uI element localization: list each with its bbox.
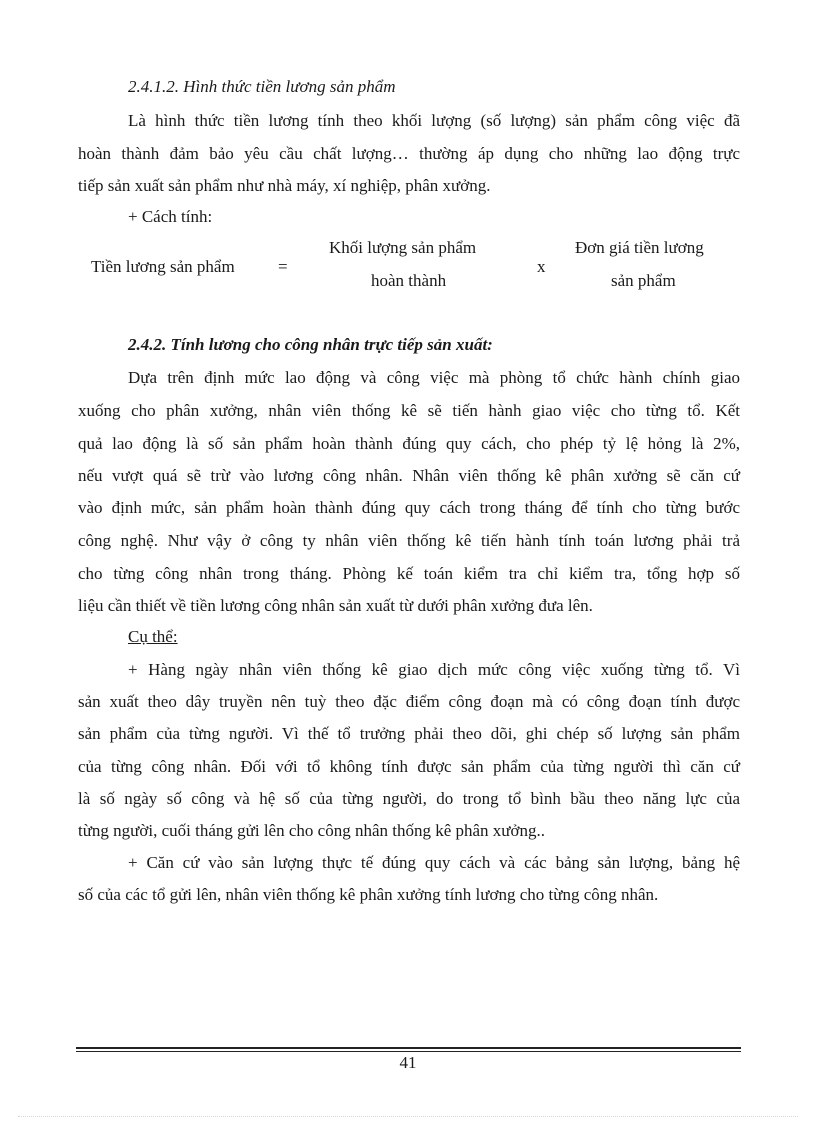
page-number: 41 — [399, 1053, 417, 1072]
section-2-4-1-2-title: 2.4.1.2. Hình thức tiền lương sản phẩm — [128, 77, 396, 96]
bullet-line: của từng công nhân. Đối với tổ không tính được sản phẩm của từng người thì căn cứ — [78, 757, 740, 776]
paragraph-line: cho từng công nhân trong tháng. Phòng kế toán kiểm tra chỉ kiểm tra, tổng hợp số — [78, 564, 740, 583]
paragraph-line: liệu cần thiết về tiền lương công nhân sản xuất từ dưới phân xưởng đưa lên. — [78, 596, 593, 615]
paragraph-line: vào định mức, sản phẩm hoàn thành đúng quy cách trong tháng để tính cho từng bước — [78, 498, 740, 517]
paragraph-line: tiếp sản xuất sản phẩm như nhà máy, xí nghiệp, phân xưởng. — [78, 176, 491, 195]
bullet-line: số của các tổ gửi lên, nhân viên thống kê phân xưởng tính lương cho từng công nhân. — [78, 885, 659, 904]
page-bottom-dotted-edge — [18, 1116, 798, 1117]
paragraph-line: hoàn thành đảm bảo yêu cầu chất lượng… thường áp dụng cho những lao động trực — [78, 144, 740, 163]
paragraph-line: công nghệ. Như vậy ở công ty nhân viên thống kê tiến hành tính toán lương phải trả — [78, 531, 740, 550]
paragraph-line: quả lao động là số sản phẩm hoàn thành đúng quy cách, cho phép tỷ lệ hỏng là 2%, — [78, 434, 740, 453]
paragraph-line: Là hình thức tiền lương tính theo khối lượng (số lượng) sản phẩm công việc đã — [128, 111, 740, 130]
paragraph-line: xuống cho phân xưởng, nhân viên thống kê sẽ tiến hành giao việc cho từng tổ. Kết — [78, 401, 740, 420]
footer-rule-thick — [76, 1047, 741, 1049]
formula-term1-line2: hoàn thành — [371, 271, 447, 290]
section-2-4-2-title: 2.4.2. Tính lương cho công nhân trực tiếp sản xuất: — [128, 335, 493, 354]
bullet-line: + Hàng ngày nhân viên thống kê giao dịch mức công việc xuống từng tổ. Vì — [128, 660, 740, 679]
formula-term2-line1: Đơn giá tiền lương — [575, 238, 704, 257]
method-label: + Cách tính: — [128, 207, 213, 226]
bullet-line: sản xuất theo dây truyền nên tuỳ theo đặc điểm công đoạn mà có công đoạn tính được — [78, 692, 740, 711]
paragraph-line: Dựa trên định mức lao động và công việc mà phòng tổ chức hành chính giao — [128, 368, 740, 387]
formula-equals: = — [278, 257, 288, 276]
formula-left: Tiền lương sản phẩm — [91, 257, 235, 276]
formula-term1-line1: Khối lượng sản phẩm — [329, 238, 477, 257]
paragraph-line: nếu vượt quá sẽ trừ vào lương công nhân. Nhân viên thống kê phân xưởng sẽ căn cứ — [78, 466, 740, 485]
specific-label-row — [128, 626, 740, 648]
formula-term2-line2: sản phẩm — [611, 271, 676, 290]
bullet-line: + Căn cứ vào sản lượng thực tế đúng quy cách và các bảng sản lượng, bảng hệ — [128, 853, 740, 872]
bullet-line: là số ngày số công và hệ số của từng người, do trong tổ bình bầu theo năng lực của — [78, 789, 740, 808]
formula-times: x — [537, 257, 546, 276]
bullet-line: từng người, cuối tháng gửi lên cho công nhân thống kê phân xưởng.. — [78, 821, 546, 840]
bullet-line: sản phẩm của từng người. Vì thế tổ trưởng phải theo dõi, ghi chép số lượng sản phẩm — [78, 724, 740, 743]
specific-label: Cụ thể: — [128, 627, 178, 646]
